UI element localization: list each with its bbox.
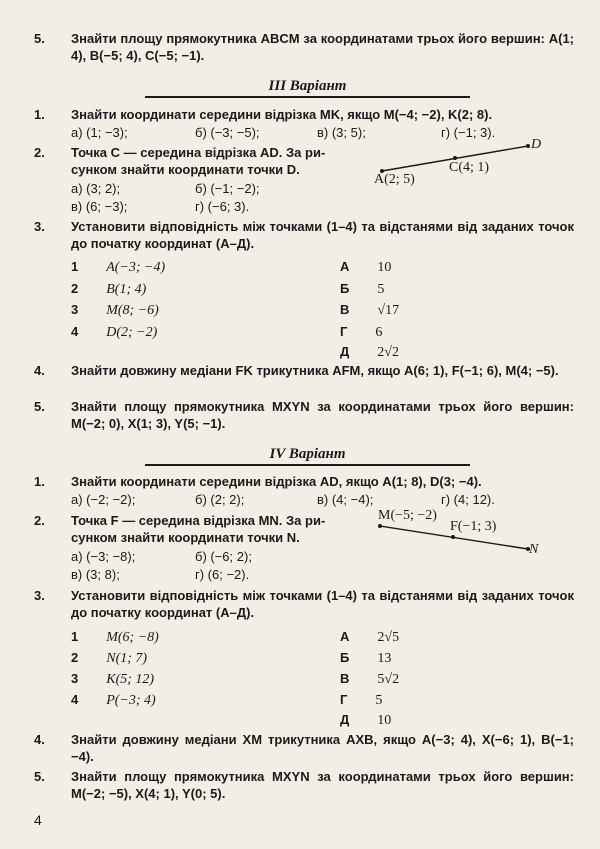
point-n-label: N	[529, 542, 539, 557]
task-number: 1.	[34, 107, 45, 122]
task-text: Знайти площу прямокутника MXYN за координатами трьох його вершин: M(−2; −5), X(4; 1), Y(0; 5).	[71, 769, 574, 801]
v3-left-item-2: 2 B(1; 4)	[71, 281, 147, 297]
option-a: а) (3; 2);	[71, 181, 121, 196]
v3-right-item-e: Д 2√2	[340, 344, 399, 360]
task-text: Знайти довжину медіани FK трикутника AFM, якщо A(6; 1), F(−1; 6), M(4; −5).	[71, 363, 559, 378]
task-number: 4.	[34, 363, 45, 378]
task-number: 1.	[34, 474, 45, 489]
v4-right-item-c: В 5√2	[340, 671, 400, 687]
point-c-label: C(4; 1)	[449, 160, 490, 175]
option-c: в) (3; 8);	[71, 567, 120, 582]
task-number: 5.	[34, 31, 45, 46]
task-text-line2: сунком знайти координати точки D.	[71, 162, 300, 177]
option-d: г) (−6; 3).	[195, 199, 250, 214]
v4-right-item-d: Г 5	[340, 692, 383, 708]
option-d: г) (4; 12).	[441, 492, 495, 507]
task-text: Установити відповідність між точками (1–4) та відстанями від заданих точок до початку координат (А–Д).	[71, 219, 574, 251]
task-number: 2.	[34, 513, 45, 528]
option-d: г) (−1; 3).	[441, 125, 496, 140]
v3-right-item-a: А 10	[340, 259, 392, 275]
task-number: 3.	[34, 588, 45, 603]
page-number: 4	[34, 812, 42, 828]
option-b: б) (2; 2);	[195, 492, 245, 507]
v3-right-item-d: Г 6	[340, 324, 383, 340]
task-number: 5.	[34, 399, 45, 414]
task-text: Знайти площу прямокутника MXYN за координатами трьох його вершин: M(−2; 0), X(1; 3), Y(5; −1).	[71, 399, 574, 431]
v4-right-item-a: А 2√5	[340, 629, 400, 645]
task-number: 3.	[34, 219, 45, 234]
variant-3-heading: III Варіант	[145, 78, 470, 98]
v4-task-3	[34, 587, 574, 621]
v3-left-item-1: 1 A(−3; −4)	[71, 259, 166, 275]
option-c: в) (6; −3);	[71, 199, 128, 214]
task-text-line1: Точка F — середина відрізка MN. За ри-	[71, 513, 326, 528]
option-a: а) (−3; −8);	[71, 549, 136, 564]
v4-right-item-b: Б 13	[340, 650, 392, 666]
option-c: в) (3; 5);	[317, 125, 366, 140]
v4-right-item-e: Д 10	[340, 712, 392, 728]
v4-left-item-1: 1 M(6; −8)	[71, 629, 159, 645]
v3-right-item-c: В √17	[340, 302, 400, 318]
task-text-line2: сунком знайти координати точки N.	[71, 530, 300, 545]
task-number: 5.	[34, 769, 45, 784]
task-number: 2.	[34, 145, 45, 160]
option-c: в) (4; −4);	[317, 492, 374, 507]
task-text: Знайти координати середини відрізка MK, якщо M(−4; −2), K(2; 8).	[71, 107, 493, 122]
task-text: Знайти довжину медіани XM трикутника AXB, якщо A(−3; 4), X(−6; 1), B(−1; −4).	[71, 732, 574, 764]
task-text: Знайти площу прямокутника ABCM за координатами трьох його вершин: A(1; 4), B(−5; 4), C(−5; −1).	[71, 31, 574, 63]
v4-task-5	[34, 768, 574, 802]
point-f-label: F(−1; 3)	[450, 519, 497, 534]
option-a: а) (1; −3);	[71, 125, 128, 140]
v4-task-4	[34, 731, 574, 765]
task-text: Знайти координати середини відрізка AD, якщо A(1; 8), D(3; −4).	[71, 474, 482, 489]
point-m-label: M(−5; −2)	[378, 508, 437, 523]
point-d-label: D	[531, 137, 542, 152]
v3-left-item-4: 4 D(2; −2)	[71, 324, 158, 340]
option-d: г) (6; −2).	[195, 567, 250, 582]
variant-4-heading: IV Варіант	[145, 446, 470, 466]
v3-left-item-3: 3 M(8; −6)	[71, 302, 159, 318]
point-a-label: A(2; 5)	[374, 172, 415, 187]
task-number: 4.	[34, 732, 45, 747]
task-text: Установити відповідність між точками (1–4) та відстанями від заданих точок до початку координат (А–Д).	[71, 588, 574, 620]
v4-left-item-2: 2 N(1; 7)	[71, 650, 148, 666]
v4-left-item-3: 3 K(5; 12)	[71, 671, 155, 687]
option-b: б) (−3; −5);	[195, 125, 260, 140]
option-b: б) (−1; −2);	[195, 181, 260, 196]
v4-left-item-4: 4 P(−3; 4)	[71, 692, 156, 708]
option-a: а) (−2; −2);	[71, 492, 136, 507]
option-b: б) (−6; 2);	[195, 549, 252, 564]
v3-right-item-b: Б 5	[340, 281, 385, 297]
task-text-line1: Точка C — середина відрізка AD. За ри-	[71, 145, 326, 160]
